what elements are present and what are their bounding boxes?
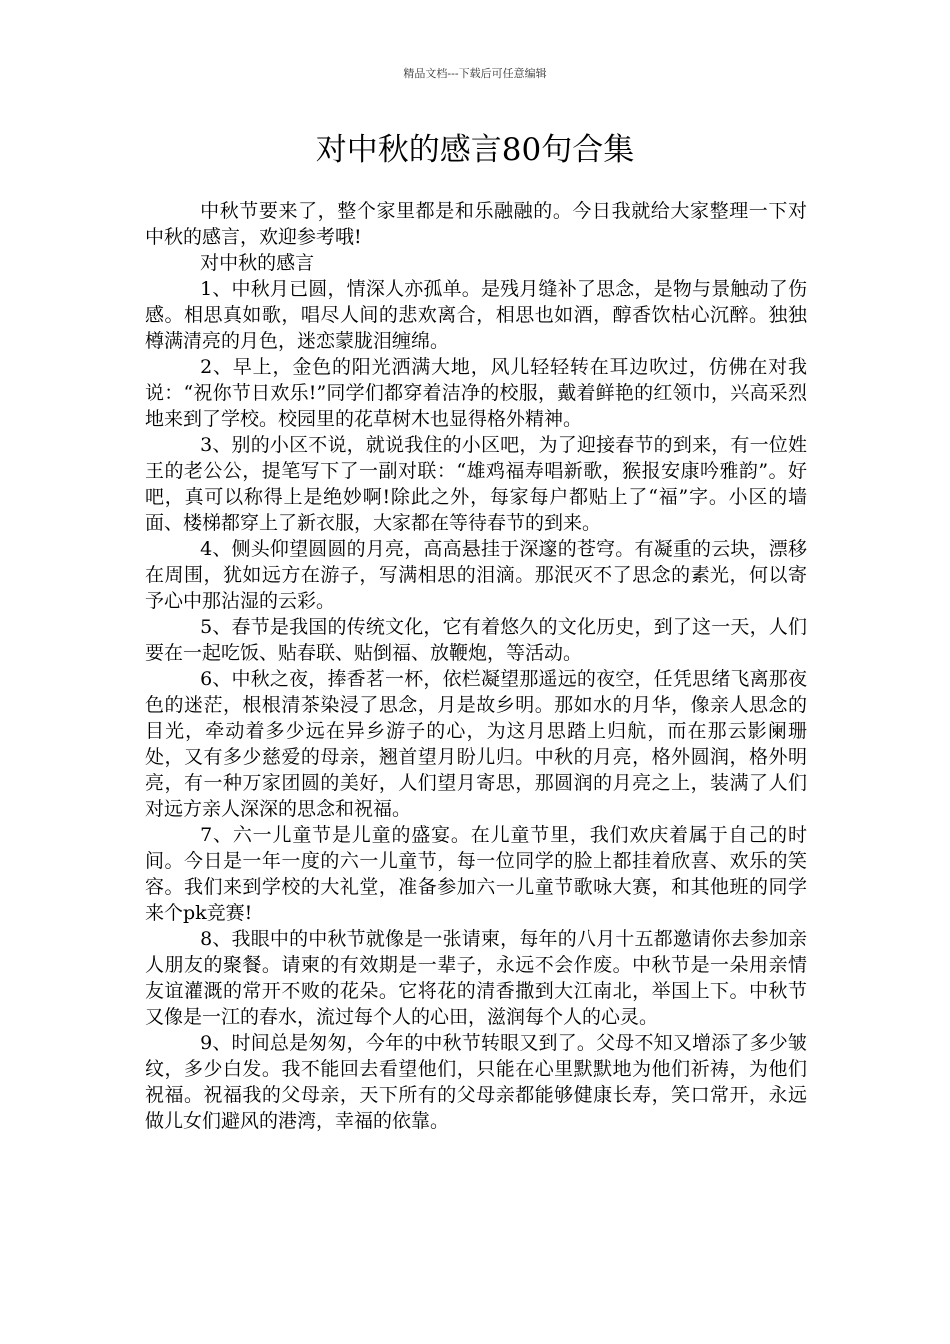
list-item: 9、时间总是匆匆，今年的中秋节转眼又到了。父母不知又增添了多少皱纹，多少白发。我不能回去看望他们，只能在心里默默地为他们祈祷，为他们祝福。祝福我的父母亲，天下所有的父母亲都能够健康长寿，笑口常开，永远做儿女们避风的港湾，幸福的依靠。 xyxy=(145,1032,807,1132)
section-heading: 对中秋的感言 xyxy=(200,252,315,274)
list-item: 6、中秋之夜，捧香茗一杯，依栏凝望那遥远的夜空，任凭思绪飞离那夜色的迷茫，根根清茶染浸了思念，月是故乡明。那如水的月华，像亲人思念的目光，牵动着多少远在异乡游子的心，为这月思踏上归航，而在那云影阑珊处，又有多少慈爱的母亲，翘首望月盼儿归。中秋的月亮，格外圆润，格外明亮，有一种万家团圆的美好，人们望月寄思，那圆润的月亮之上，装满了人们对远方亲人深深的思念和祝福。 xyxy=(145,668,807,820)
list-item: 2、早上，金色的阳光洒满大地，风儿轻轻转在耳边吹过，仿佛在对我说：“祝你节日欢乐!”同学们都穿着洁净的校服，戴着鲜艳的红领巾，兴高采烈地来到了学校。校园里的花草树木也显得格外精神。 xyxy=(145,356,807,430)
list-item: 3、别的小区不说，就说我住的小区吧，为了迎接春节的到来，有一位姓王的老公公，提笔写下了一副对联：“雄鸡福寿唱新歌，猴报安康吟雅韵”。好吧，真可以称得上是绝妙啊!除此之外，每家每户都贴上了“福”字。小区的墙面、楼梯都穿上了新衣服，大家都在等待春节的到来。 xyxy=(145,434,807,534)
list-item: 8、我眼中的中秋节就像是一张请柬，每年的八月十五都邀请你去参加亲人朋友的聚餐。请柬的有效期是一辈子，永远不会作废。中秋节是一朵用亲情友谊灌溉的常开不败的花朵。它将花的清香撒到大江南北，举国上下。中秋节又像是一江的春水，流过每个人的心田，滋润每个人的心灵。 xyxy=(145,928,807,1028)
document-body xyxy=(145,198,807,1134)
list-item: 1、中秋月已圆，情深人亦孤单。是残月缝补了思念，是物与景触动了伤感。相思真如歌，唱尽人间的悲欢离合，相思也如酒，醇香饮枯心沉醉。独独樽满清亮的月色，迷恋蒙胧泪缠绵。 xyxy=(145,278,807,352)
list-item: 4、侧头仰望圆圆的月亮，高高悬挂于深邃的苍穹。有凝重的云块，漂移在周围，犹如远方在游子，写满相思的泪滴。那泯灭不了思念的素光，何以寄予心中那沾湿的云彩。 xyxy=(145,538,807,612)
intro-paragraph: 中秋节要来了，整个家里都是和乐融融的。今日我就给大家整理一下对中秋的感言，欢迎参考哦! xyxy=(145,200,807,248)
document-title: 对中秋的感言80句合集 xyxy=(315,132,635,168)
list-item: 7、六一儿童节是儿童的盛宴。在儿童节里，我们欢庆着属于自己的时间。今日是一年一度的六一儿童节，每一位同学的脸上都挂着欣喜、欢乐的笑容。我们来到学校的大礼堂，准备参加六一儿童节歌咏大赛，和其他班的同学来个pk竞赛! xyxy=(145,824,807,924)
list-item: 5、春节是我国的传统文化，它有着悠久的文化历史，到了这一天，人们要在一起吃饭、贴春联、贴倒福、放鞭炮，等活动。 xyxy=(145,616,807,664)
header-note: 精品文档---下载后可任意编辑 xyxy=(403,67,547,80)
